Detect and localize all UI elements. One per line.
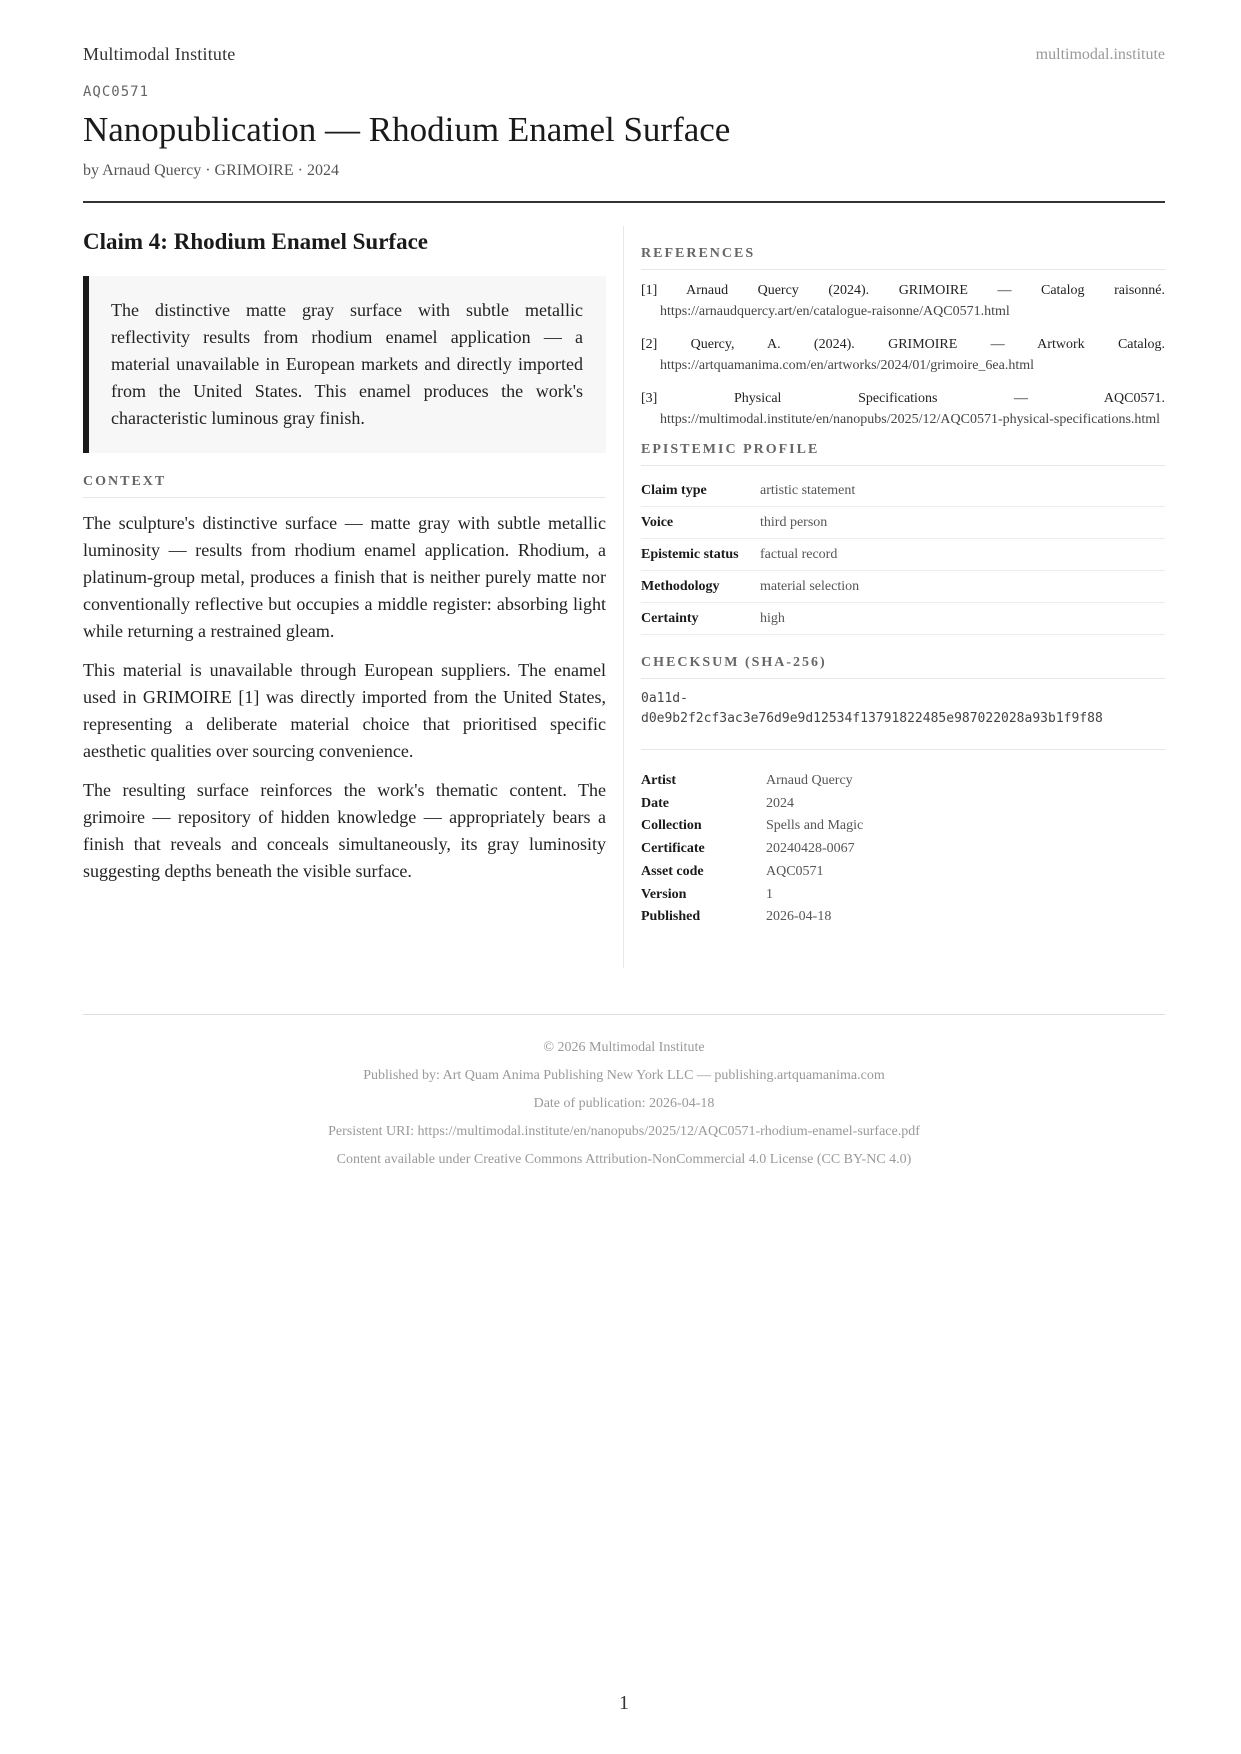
references-heading: REFERENCES [641, 246, 1165, 270]
page-title: Nanopublication — Rhodium Enamel Surface [83, 110, 731, 149]
reference-link[interactable]: https://arnaudquercy.art/en/catalogue-raisonne/AQC0571.html [660, 304, 1010, 319]
metadata-row [641, 884, 1165, 907]
metadata-row [641, 838, 1165, 861]
context-paragraph: The sculpture's distinctive surface — matte gray with subtle metallic luminosity — results from rhodium enamel application. Rhodium, a platinum-group metal, produces a finish that is neither purely matte nor conventionally reflective but occupies a middle register: absorbing light while returning a restrained gleam. [83, 513, 606, 641]
metadata-value: 2026-04-18 [766, 909, 832, 925]
profile-value: high [760, 603, 1165, 635]
reference-text: [2] Quercy, A. (2024). GRIMOIRE — Artwork Catalog. [641, 337, 1165, 352]
profile-key: Epistemic status [641, 539, 760, 571]
metadata-row [641, 815, 1165, 838]
institute-domain-link[interactable]: multimodal.institute [1035, 46, 1165, 63]
metadata-key: Published [641, 909, 701, 925]
metadata-value: Arnaud Quercy [766, 773, 853, 788]
footer-publication-date: Date of publication: 2026-04-18 [533, 1096, 715, 1111]
metadata-key: Certificate [641, 841, 705, 857]
metadata-value: 1 [766, 886, 773, 902]
context-heading: CONTEXT [83, 474, 606, 498]
metadata-key: Collection [641, 818, 702, 834]
footer-license: Content available under Creative Commons Attribution-NonCommercial 4.0 License (CC BY-NC 4.0) [336, 1152, 912, 1167]
context-paragraph: This material is unavailable through European suppliers. The enamel used in GRIMOIRE [1] was directly imported from the United States, representing a deliberate material choice that prioritised specific aesthetic qualities over sourcing convenience. [83, 660, 606, 761]
references-list [641, 280, 1165, 430]
artwork-metadata [641, 770, 1165, 929]
reference-text: [1] Arnaud Quercy (2024). GRIMOIRE — Catalog raisonné. [641, 283, 1165, 298]
page-header [83, 44, 1165, 68]
metadata-row [641, 770, 1165, 793]
metadata-key: Artist [641, 773, 676, 788]
reference-item [641, 334, 1165, 376]
metadata-key: Version [641, 886, 687, 902]
main-column [83, 228, 606, 885]
checksum-heading: CHECKSUM (SHA-256) [641, 655, 1165, 679]
table-row [641, 475, 1165, 507]
context-paragraph: The resulting surface reinforces the work's thematic content. The grimoire — repository of hidden knowledge — appropriately bears a finish that reveals and conceals simultaneously, its gray luminosity suggesting depths beneath the visible surface. [83, 780, 606, 881]
reference-link[interactable]: https://multimodal.institute/en/nanopubs/2025/12/AQC0571-physical-specifications.html [660, 412, 1161, 427]
reference-item [641, 280, 1165, 322]
profile-key: Certainty [641, 603, 760, 635]
metadata-value: Spells and Magic [766, 818, 864, 834]
metadata-row [641, 906, 1165, 929]
profile-key: Voice [641, 507, 760, 539]
profile-value: factual record [760, 539, 1165, 571]
profile-key: Methodology [641, 571, 760, 603]
checksum-line: 0a11d- [641, 691, 688, 706]
institute-name: Multimodal Institute [83, 44, 236, 64]
reference-text: [3] Physical Specifications — AQC0571. [641, 391, 1165, 406]
header-divider [83, 201, 1165, 203]
epistemic-profile-table [641, 475, 1165, 635]
footer-copyright: © 2026 Multimodal Institute [543, 1040, 705, 1055]
table-row [641, 571, 1165, 603]
metadata-row [641, 861, 1165, 884]
footer-publisher: Published by: Art Quam Anima Publishing New York LLC — publishing.artquamanima.com [363, 1068, 885, 1083]
table-row [641, 507, 1165, 539]
asset-code: AQC0571 [83, 84, 150, 100]
sidebar [641, 246, 1165, 929]
reference-link[interactable]: https://artquamanima.com/en/artworks/2024/01/grimoire_6ea.html [660, 358, 1035, 373]
claim-statement: The distinctive matte gray surface with subtle metallic reflectivity results from rhodium enamel application — a material unavailable in European markets and directly imported from the United States. This enamel produces the work's characteristic luminous gray finish. [111, 300, 583, 428]
checksum-line: d0e9b2f2cf3ac3e76d9e9d12534f13791822485e987022028a93b1f9f88 [641, 711, 1103, 726]
table-row [641, 603, 1165, 635]
reference-item [641, 388, 1165, 430]
metadata-value: 2024 [766, 795, 794, 811]
claim-statement-box [83, 276, 606, 453]
profile-value: artistic statement [760, 475, 1165, 507]
column-divider [623, 226, 624, 968]
footer-divider [83, 1014, 1165, 1015]
byline: by Arnaud Quercy · GRIMOIRE · 2024 [83, 162, 339, 179]
table-row [641, 539, 1165, 571]
metadata-row [641, 793, 1165, 816]
metadata-value: AQC0571 [766, 863, 824, 879]
page-number: 1 [619, 1692, 629, 1714]
profile-key: Claim type [641, 475, 760, 507]
claim-title: Claim 4: Rhodium Enamel Surface [83, 229, 428, 254]
checksum-value [641, 689, 1165, 750]
profile-value: material selection [760, 571, 1165, 603]
profile-value: third person [760, 507, 1165, 539]
footer-persistent-uri[interactable]: Persistent URI: https://multimodal.institute/en/nanopubs/2025/12/AQC0571-rhodium-enamel-surface.pdf [328, 1124, 920, 1139]
page-footer [83, 1034, 1165, 1174]
epistemic-profile-heading: EPISTEMIC PROFILE [641, 442, 1165, 466]
metadata-value: 20240428-0067 [766, 841, 855, 857]
metadata-key: Asset code [641, 863, 704, 879]
metadata-key: Date [641, 795, 669, 811]
